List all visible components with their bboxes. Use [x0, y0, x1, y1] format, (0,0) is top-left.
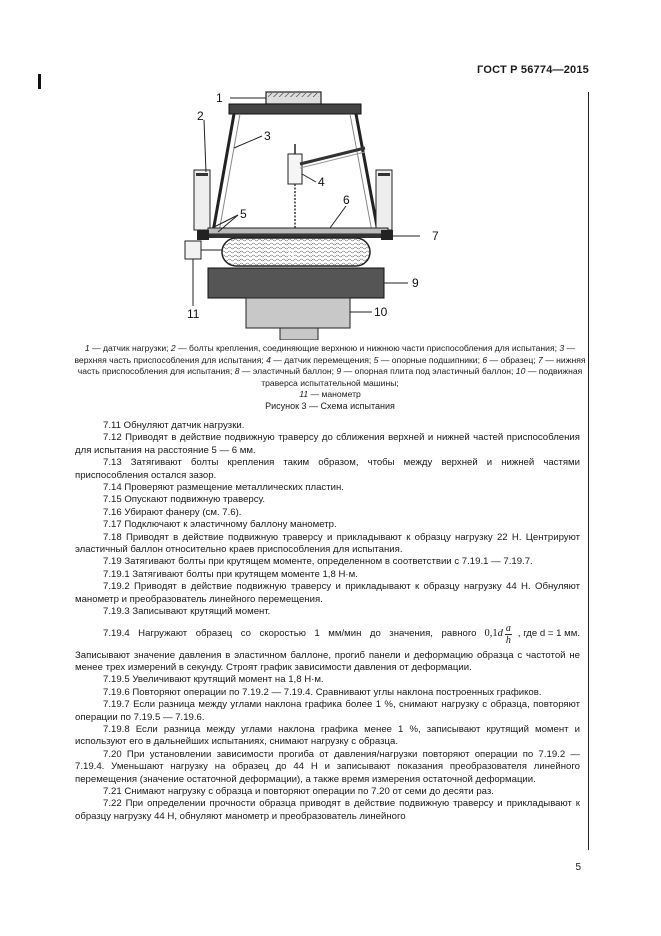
legend-text-5: — опорные подшипники;: [378, 354, 483, 365]
paragraph-7-19-2: 7.19.2 Приводят в действие подвижную траверсу и прикладывают к образцу нагрузку 44 Н. Обнуляют манометр и преобразователь линейного перемещения.: [75, 581, 580, 605]
figure-legend: [70, 343, 590, 401]
page-number: 5: [575, 862, 581, 873]
callout-9: 9: [412, 276, 419, 290]
paragraph-7-19: 7.19 Затягивают болты при крутящем моменте, определенном в соответствии с 7.19.1 — 7.19.7.: [103, 556, 533, 568]
legend-num-7: 7: [538, 354, 543, 365]
paragraph-7-14: 7.14 Проверяют размещение металлических пластин.: [103, 482, 344, 494]
legend-num-3: 3: [559, 343, 565, 353]
bearing-right: [381, 230, 393, 240]
legend-text-3: — верхняя часть приспособления для испытания;: [74, 343, 576, 365]
callout-1: 1: [216, 91, 223, 105]
formula-tail-text: , где d = 1 мм.: [517, 627, 580, 639]
displacement-sensor: [288, 154, 302, 184]
callout-10: 10: [374, 305, 388, 319]
legend-text-8: — эластичный баллон;: [239, 366, 337, 376]
paragraph-7-19-5: 7.19.5 Увеличивают крутящий момент на 1,8 Н·м.: [103, 674, 324, 686]
specimen: [208, 228, 388, 234]
formula-numerator: a: [505, 622, 511, 634]
formula-denominator: h: [505, 634, 511, 646]
paragraph-7-19-7: 7.19.7 Если разница между углами наклона графика более 1 %, снимают нагрузку с образца, повторяют операции по 7.19.5 — 7.19.6.: [75, 699, 580, 723]
legend-num-6: 6: [482, 354, 488, 365]
legend-text-9: — опорная плита под эластичный баллон;: [341, 366, 516, 376]
legend-num-4: 4: [266, 354, 271, 365]
callout-6: 6: [343, 193, 350, 207]
paragraph-7-21: 7.21 Снимают нагрузку с образца и повторяют операции по 7.20 от семи до десяти раз.: [103, 785, 494, 797]
paragraph-7-19-3: 7.19.3 Записывают крутящий момент.: [103, 606, 271, 618]
paragraph-7-11: 7.11 Обнуляют датчик нагрузки.: [103, 420, 245, 431]
formula-var: d: [497, 627, 503, 639]
elastic-balloon: [222, 238, 370, 266]
bearing-left: [197, 230, 209, 240]
legend-text-7: — нижняя часть приспособления для испытания;: [77, 354, 586, 376]
legend-num-9: 9: [336, 366, 342, 376]
paragraph-7-19-8: 7.19.8 Если разница между углами наклона графика менее 1 %, записывают крутящий момент и используют его в дальнейших испытаниях, снимают нагрузку с образца.: [75, 723, 580, 748]
callout-2: 2: [197, 109, 204, 123]
callout-8: 8: [288, 247, 295, 261]
legend-text-4: — датчик перемещения;: [270, 354, 374, 365]
paragraph-7-19-1: 7.19.1 Затягивают болты при крутящем моменте 1,8 Н·м.: [103, 568, 358, 580]
legend-text-6: — образец;: [487, 354, 539, 365]
legend-text-1: — датчик нагрузки;: [89, 343, 171, 353]
callout-4: 4: [318, 175, 325, 189]
callout-11: 11: [187, 307, 200, 321]
paragraph-7-22: 7.22 При определении прочности образца приводят в действие подвижную траверсу и прикладывают к образцу нагрузку 44 Н, обнуляют манометр и преобразователь линейного: [75, 798, 580, 822]
formula-coef: 0,1: [484, 627, 498, 639]
callout-5: 5: [240, 207, 247, 221]
paragraph-7-19-6: 7.19.6 Повторяют операции по 7.19.2 — 7.19.4. Сравнивают углы наклона построенных графиков.: [103, 686, 542, 698]
callout-3: 3: [264, 129, 271, 143]
formula-fraction: [505, 623, 512, 646]
legend-num-2: 2: [170, 343, 176, 353]
bolt-left: [194, 170, 210, 230]
support-plate: [208, 268, 384, 298]
paragraph-7-18: 7.18 Приводят в действие подвижную траверсу и прикладывают к образцу нагрузку 22 Н. Центрируют эластичный баллон относительно краев приспособления для испытания.: [75, 531, 580, 556]
test-setup-diagram: [150, 90, 460, 340]
formula-lead-text: 7.19.4 Нагружают образец со скоростью 1 мм/мин до значения, равного: [103, 627, 477, 639]
legend-num-1: 1: [84, 343, 90, 353]
paragraph-record-pressure: Записывают значение давления в эластичном баллоне, прогиб панели и деформацию образца с частотой не менее трех измерений в секунду. Строят график зависимости давления от деформации.: [75, 649, 580, 673]
body-text: [75, 410, 580, 823]
paragraph-7-17: 7.17 Подключают к эластичному баллону манометр.: [103, 519, 337, 531]
change-bar: [38, 74, 41, 89]
legend-text-11: — манометр: [308, 389, 361, 399]
legend-num-10: 10: [515, 366, 526, 376]
paragraph-7-13: 7.13 Затягивают болты крепления таким образом, чтобы между верхней и нижней частями приспособления остался зазор.: [75, 457, 580, 481]
standard-code: ГОСТ Р 56774—2015: [477, 64, 589, 76]
legend-num-11: 11: [299, 389, 309, 399]
paragraph-7-12: 7.12 Приводят в действие подвижную траверсу до сближения верхней и нижней частей приспособления для испытания на расстояние 5 — 6 мм.: [75, 432, 580, 456]
figure-title: Рисунок 3 — Схема испытания: [265, 401, 395, 411]
legend-num-5: 5: [373, 354, 379, 365]
bolt-right: [376, 170, 392, 230]
right-margin-rule: [588, 92, 589, 850]
formula: [485, 623, 514, 646]
top-plate: [229, 104, 361, 114]
legend-num-8: 8: [234, 366, 240, 376]
paragraph-7-15: 7.15 Опускают подвижную траверсу.: [103, 494, 266, 506]
paragraph-7-20: 7.20 При установлении зависимости прогиба от давления/нагрузки повторяют операции по 7.19.2 — 7.19.4. Уменьшают нагрузку на образец до 44 Н и записывают показания преобразователя линейного перемещения (значение остаточной деформации), а также время измерения остаточной деформации.: [75, 748, 580, 785]
callout-7: 7: [432, 229, 439, 243]
legend-text-2: — болты крепления, соединяющие верхнюю и нижнюю части приспособления для испытания;: [175, 343, 560, 353]
legend-text-10: — подвижная траверса испытательной машины;: [261, 366, 583, 388]
manometer: [185, 241, 201, 259]
traverse: [246, 298, 350, 328]
paragraph-7-16: 7.16 Убирают фанеру (см. 7.6).: [103, 506, 242, 518]
paragraph-7-19-4: [75, 623, 580, 646]
